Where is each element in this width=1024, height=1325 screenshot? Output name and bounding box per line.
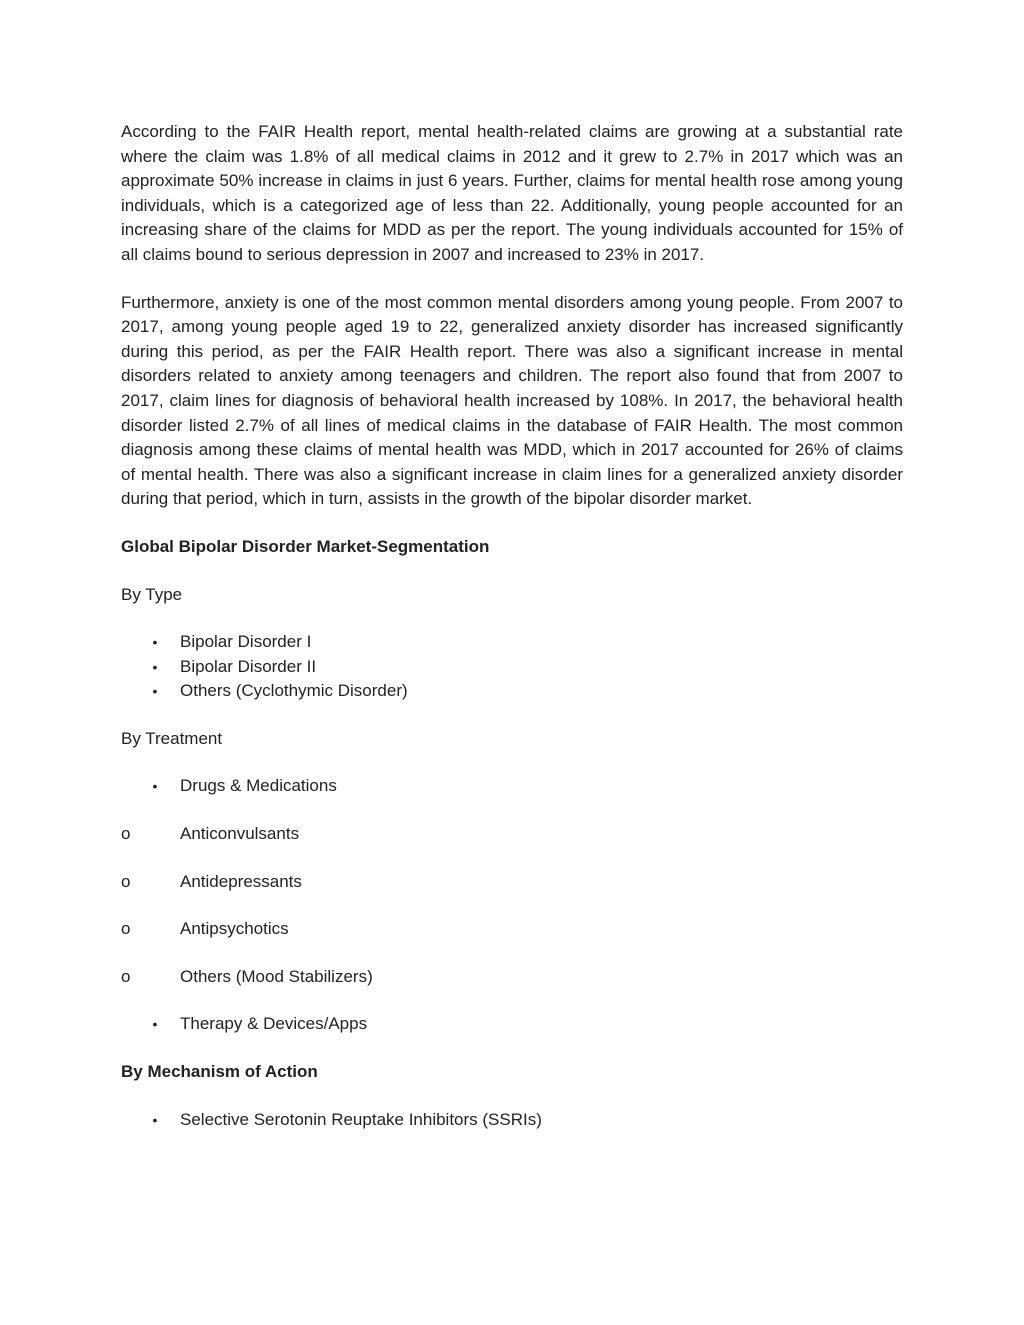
- list-item-label: Bipolar Disorder I: [180, 632, 312, 652]
- by-treatment-label: By Treatment: [121, 728, 223, 748]
- bullet-icon: •: [152, 658, 158, 675]
- sub-bullet-icon: o: [121, 966, 131, 986]
- document-page: [121, 120, 903, 1155]
- segmentation-heading: Global Bipolar Disorder Market-Segmentation: [121, 536, 490, 556]
- list-item-label: Others (Cyclothymic Disorder): [180, 681, 408, 701]
- sub-list-item: [121, 965, 903, 990]
- sub-bullet-icon: o: [121, 919, 131, 939]
- by-type-label: By Type: [121, 584, 183, 604]
- by-treatment-drugs-list: [121, 774, 903, 799]
- sub-list-item: [121, 917, 903, 942]
- paragraph-fair-health-claims: According to the FAIR Health report, mental health-related claims are growing at a substantial rate where the claim was 1.8% of all medical claims in 2012 and it grew to 2.7% in 2017 which was an approximate 50% increase in claims in just 6 years. Further, claims for mental health rose among young individuals, which is a categorized age of less than 22. Additionally, young people accounted for an increasing share of the claims for MDD as per the report. The young individuals accounted for 15% of all claims bound to serious depression in 2007 and increased to 23% in 2017.: [121, 122, 903, 264]
- list-item: [121, 679, 903, 704]
- by-treatment-therapy-list: [121, 1012, 903, 1037]
- sub-list-item: [121, 822, 903, 847]
- sub-list-item-label: Others (Mood Stabilizers): [180, 966, 373, 986]
- sub-list-item-label: Anticonvulsants: [180, 824, 300, 844]
- bullet-icon: •: [152, 1016, 158, 1033]
- bullet-icon: •: [152, 1111, 158, 1128]
- list-item-label: Therapy & Devices/Apps: [180, 1014, 368, 1034]
- by-mechanism-list: [121, 1108, 903, 1133]
- sub-bullet-icon: o: [121, 824, 131, 844]
- sub-list-item-label: Antidepressants: [180, 871, 302, 891]
- list-item-label: Drugs & Medications: [180, 776, 337, 796]
- sub-list-item: [121, 870, 903, 895]
- list-item-label: Selective Serotonin Reuptake Inhibitors (SSRIs): [180, 1109, 542, 1129]
- list-item: [121, 630, 903, 655]
- list-item: [121, 655, 903, 680]
- list-item: [121, 774, 903, 799]
- list-item-label: Bipolar Disorder II: [180, 656, 317, 676]
- paragraph-anxiety-disorders: Furthermore, anxiety is one of the most common mental disorders among young people. From 2007 to 2017, among young people aged 19 to 22, generalized anxiety disorder has increased significantly during this period, as per the FAIR Health report. There was also a significant increase in mental disorders related to anxiety among teenagers and children. The report also found that from 2007 to 2017, claim lines for diagnosis of behavioral health increased by 108%. In 2017, the behavioral health disorder listed 2.7% of all lines of medical claims in the database of FAIR Health. The most common diagnosis among these claims of mental health was MDD, which in 2017 accounted for 26% of claims of mental health. There was also a significant increase in claim lines for a generalized anxiety disorder during that period, which in turn, assists in the growth of the bipolar disorder market.: [121, 292, 903, 509]
- list-item: [121, 1012, 903, 1037]
- bullet-icon: •: [152, 778, 158, 795]
- list-item: [121, 1108, 903, 1133]
- by-mechanism-label: By Mechanism of Action: [121, 1062, 318, 1082]
- by-type-list: [121, 630, 903, 704]
- sub-bullet-icon: o: [121, 871, 131, 891]
- sub-list-item-label: Antipsychotics: [180, 919, 289, 939]
- bullet-icon: •: [152, 634, 158, 651]
- bullet-icon: •: [152, 683, 158, 700]
